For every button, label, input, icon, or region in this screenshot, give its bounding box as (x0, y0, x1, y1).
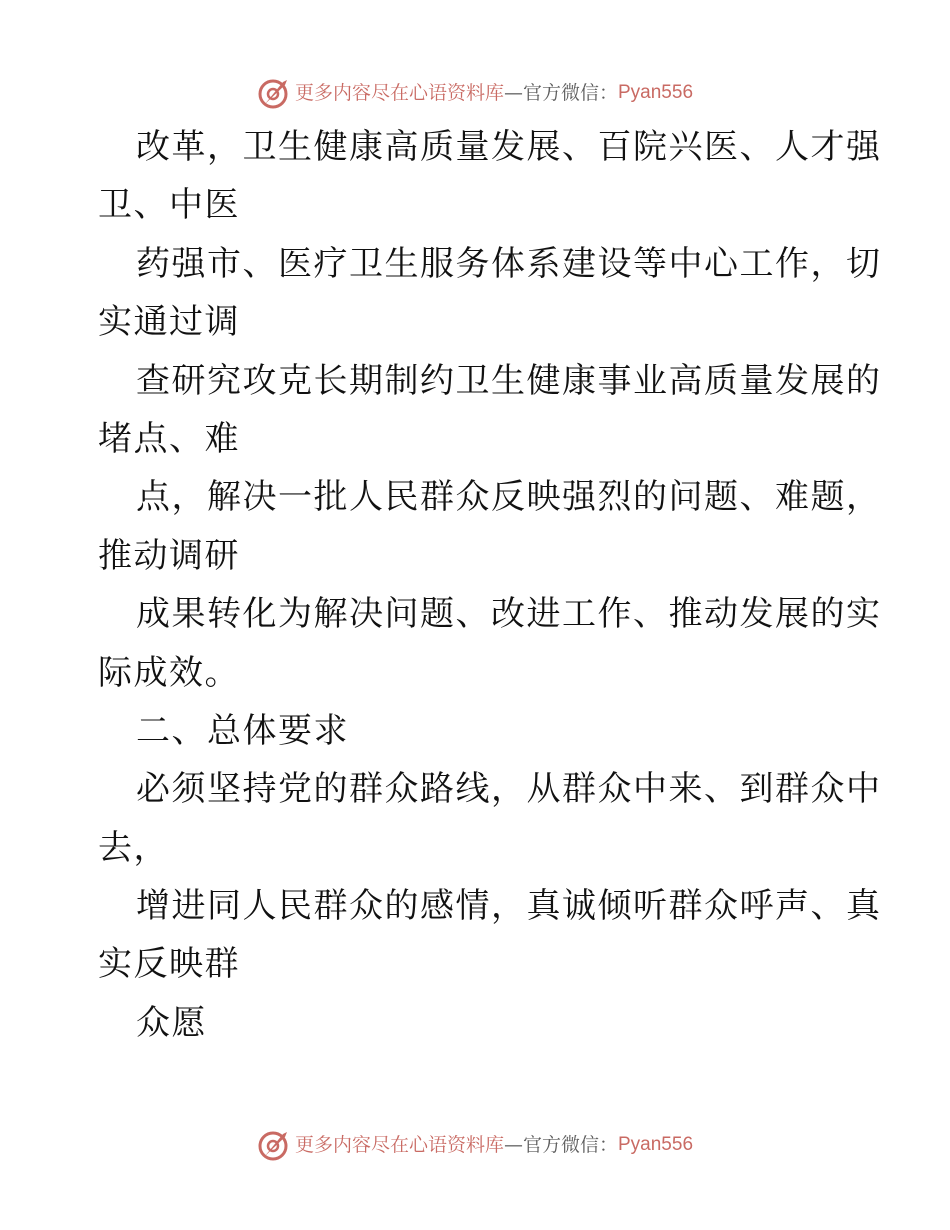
watermark-wechat-label: 官方微信： (522, 1134, 618, 1156)
text-line-9: 成果转化为解决问题、改进工作、推动发展的实 (136, 594, 882, 635)
footer-watermark (0, 1128, 950, 1162)
text-line-8: 推动调研 (98, 535, 240, 576)
text-line-7: 点，解决一批人民群众反映强烈的问题、难题， (136, 477, 882, 518)
watermark-wechat-label: 官方微信： (522, 82, 618, 104)
watermark-dash: — (503, 1134, 523, 1156)
text-line-6: 堵点、难 (98, 418, 240, 459)
text-line-16: 众愿 (136, 1002, 207, 1043)
text-line-2: 卫、中医 (98, 185, 240, 226)
text-line-13: 去， (98, 827, 169, 868)
section-heading: 二、总体要求 (136, 710, 349, 751)
text-line-5: 查研究攻克长期制约卫生健康事业高质量发展的 (136, 360, 882, 401)
quill-logo-icon (257, 76, 291, 110)
watermark-main-text: 更多内容尽在心语资料库 (294, 82, 504, 104)
watermark-wechat-id: Pyan556 (618, 1134, 694, 1155)
text-line-3: 药强市、医疗卫生服务体系建设等中心工作，切 (136, 243, 882, 284)
document-body (98, 118, 882, 1052)
watermark-dash: — (503, 82, 523, 104)
text-line-12: 必须坚持党的群众路线，从群众中来、到群众中 (136, 769, 882, 810)
watermark-main-text: 更多内容尽在心语资料库 (294, 1134, 504, 1156)
text-line-15: 实反映群 (98, 944, 240, 985)
quill-logo-icon (257, 1128, 291, 1162)
text-line-14: 增进同人民群众的感情，真诚倾听群众呼声、真 (136, 886, 882, 927)
text-line-10: 际成效。 (98, 652, 240, 693)
watermark-wechat-id: Pyan556 (618, 82, 694, 103)
header-watermark (0, 76, 950, 110)
text-line-1: 改革，卫生健康高质量发展、百院兴医、人才强 (136, 127, 882, 167)
text-line-4: 实通过调 (98, 302, 240, 343)
